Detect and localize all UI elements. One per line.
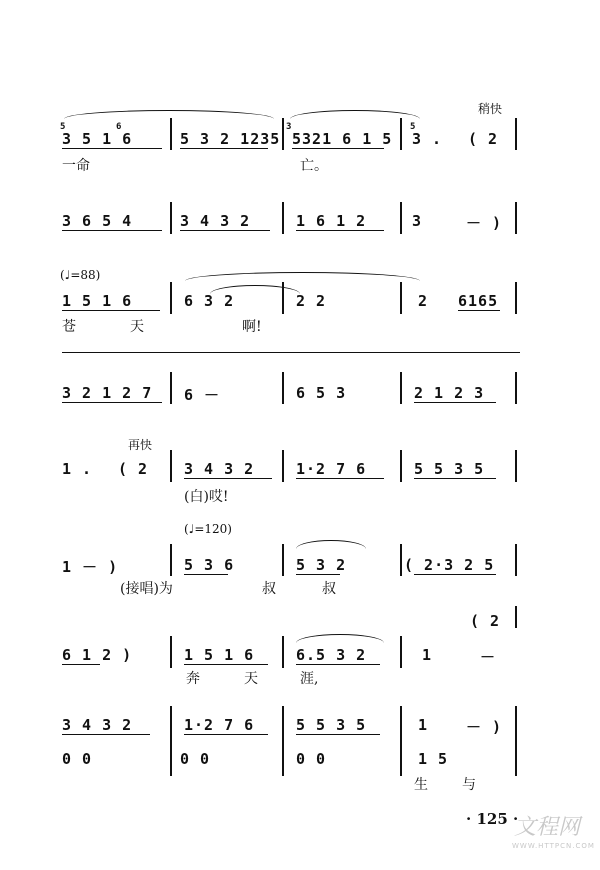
barline xyxy=(282,282,284,314)
measure-2: 6 3 2 xyxy=(184,292,235,310)
measure-3: 5 3 2 xyxy=(296,556,347,574)
measure-3: 0 0 xyxy=(296,750,327,768)
underline xyxy=(62,402,162,403)
tempo-mark-zaikuai: 再快 xyxy=(128,438,153,452)
lyric: 叔 xyxy=(262,581,276,597)
measure-2: 3 4 3 2 xyxy=(180,212,251,230)
barline xyxy=(170,450,172,482)
measure-1: 1 . xyxy=(62,460,93,478)
barline xyxy=(515,282,517,314)
measure-4: ( 2·3 2 5 xyxy=(404,556,495,574)
measure-3: 5 5 3 5 xyxy=(296,716,367,734)
measure-1: 6 1 2 ) xyxy=(62,646,133,664)
lyric: 天 xyxy=(130,319,144,335)
barline xyxy=(400,202,402,234)
barline xyxy=(282,544,284,576)
barline xyxy=(515,118,517,150)
section-rule xyxy=(62,352,520,353)
barline xyxy=(282,202,284,234)
measure-5: － xyxy=(480,648,497,666)
measure-4: 2 1 2 3 xyxy=(414,384,485,402)
barline xyxy=(170,372,172,404)
barline xyxy=(515,372,517,404)
barline xyxy=(400,282,402,314)
underline xyxy=(62,148,162,149)
barline xyxy=(515,706,517,776)
lyric: (白)哎! xyxy=(184,489,229,505)
measure-4: 3 . xyxy=(412,130,443,148)
barline xyxy=(400,636,402,668)
watermark-logo: 文程网 xyxy=(514,815,581,840)
underline xyxy=(184,734,268,735)
barline xyxy=(400,118,402,150)
barline xyxy=(282,636,284,668)
underline xyxy=(296,230,384,231)
underline xyxy=(296,478,384,479)
measure-3: 6 5 3 xyxy=(296,384,347,402)
underline xyxy=(62,664,100,665)
measure-5: 5 5 3 5 xyxy=(414,460,485,478)
barline xyxy=(170,706,172,776)
measure-3: 5321 6 1 5 xyxy=(292,130,393,148)
lyric: 与 xyxy=(462,777,476,793)
barline xyxy=(515,606,517,628)
underline xyxy=(62,230,162,231)
measure-4: 3 xyxy=(412,212,423,230)
grace-note: 5 xyxy=(410,122,416,132)
lyric: 亡。 xyxy=(300,158,328,174)
measure-1: 1 － ) xyxy=(62,558,119,576)
barline xyxy=(170,282,172,314)
lyric: 叔 xyxy=(322,581,336,597)
measure-5: ( 2 xyxy=(468,130,499,148)
measure-3: 6.5 3 2 xyxy=(296,646,367,664)
lyric: (接唱)为 xyxy=(120,581,173,597)
underline xyxy=(414,478,496,479)
measure-5: 6165 xyxy=(458,292,499,310)
measure-5: － ) xyxy=(466,214,503,232)
lyric: 生 xyxy=(414,777,428,793)
barline xyxy=(515,450,517,482)
underline xyxy=(62,734,150,735)
grace-note: 3 xyxy=(286,122,292,132)
measure-2: 1 5 1 6 xyxy=(184,646,255,664)
watermark-url: WWW.HTTPCN.COM xyxy=(512,842,595,850)
barline xyxy=(400,450,402,482)
measure-pickup: ( 2 xyxy=(470,612,501,630)
measure-4: 1 5 xyxy=(418,750,449,768)
underline xyxy=(184,574,228,575)
measure-3: 1 6 1 2 xyxy=(296,212,367,230)
measure-4: 1·2 7 6 xyxy=(296,460,367,478)
barline xyxy=(282,706,284,776)
measure-1: 3 2 1 2 7 xyxy=(62,384,153,402)
barline xyxy=(170,202,172,234)
measure-4: 2 xyxy=(418,292,429,310)
measure-3: 2 2 xyxy=(296,292,327,310)
measure-2: 5 3 6 xyxy=(184,556,235,574)
measure-1: 3 4 3 2 xyxy=(62,716,133,734)
underline xyxy=(414,402,496,403)
tempo-mark-88: (♩=88) xyxy=(60,268,101,282)
measure-2: 0 0 xyxy=(180,750,211,768)
measure-5: － ) xyxy=(466,718,503,736)
underline xyxy=(180,148,268,149)
measure-2: 6 － xyxy=(184,386,221,404)
barline xyxy=(400,544,402,576)
measure-4: 1 xyxy=(418,716,429,734)
measure-3: 3 4 3 2 xyxy=(184,460,255,478)
barline xyxy=(282,372,284,404)
underline xyxy=(296,574,340,575)
barline xyxy=(170,636,172,668)
barline xyxy=(515,202,517,234)
underline xyxy=(62,310,160,311)
tempo-mark-120: (♩=120) xyxy=(184,522,232,536)
lyric: 啊! xyxy=(242,319,262,335)
underline xyxy=(296,664,380,665)
lyric: 一命 xyxy=(62,158,90,174)
lyric: 奔 xyxy=(186,671,200,687)
slur xyxy=(296,540,366,549)
slur xyxy=(64,110,274,119)
measure-1: 3 6 5 4 xyxy=(62,212,133,230)
slur xyxy=(296,634,384,643)
page-number: · 125 · xyxy=(466,810,519,828)
barline xyxy=(515,544,517,576)
underline xyxy=(184,664,268,665)
underline xyxy=(458,310,500,311)
slur xyxy=(185,272,420,281)
measure-2: ( 2 xyxy=(118,460,149,478)
measure-4: 1 xyxy=(422,646,433,664)
underline xyxy=(296,734,380,735)
barline xyxy=(400,372,402,404)
grace-note: 6 xyxy=(116,122,122,132)
underline xyxy=(180,230,270,231)
underline xyxy=(414,574,496,575)
barline xyxy=(170,118,172,150)
measure-2: 5 3 2 1235 xyxy=(180,130,281,148)
underline xyxy=(292,148,384,149)
barline xyxy=(282,450,284,482)
underline xyxy=(184,478,272,479)
measure-2: 1·2 7 6 xyxy=(184,716,255,734)
grace-note: 5 xyxy=(60,122,66,132)
measure-1: 1 5 1 6 xyxy=(62,292,133,310)
measure-1: 0 0 xyxy=(62,750,93,768)
measure-1: 3 5 1 6 xyxy=(62,130,133,148)
lyric: 天 xyxy=(244,671,258,687)
barline xyxy=(400,706,402,776)
tempo-mark-shaokuai: 稍快 xyxy=(478,102,503,116)
lyric: 苍 xyxy=(62,319,76,335)
barline xyxy=(282,118,284,150)
barline xyxy=(170,544,172,576)
lyric: 涯, xyxy=(300,671,319,687)
